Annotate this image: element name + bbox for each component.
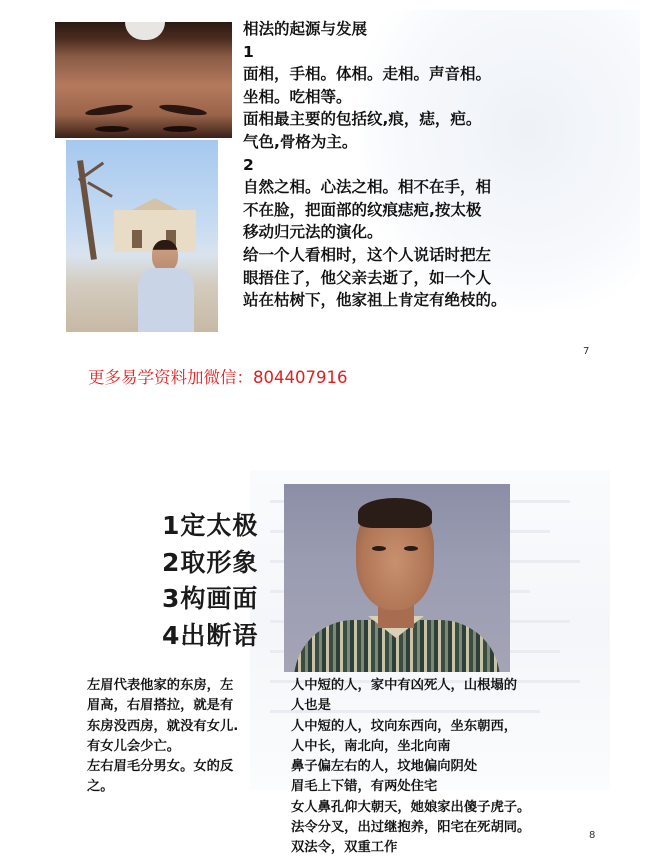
right-column-text bbox=[291, 676, 601, 859]
text-line: 眉高，右眉搭拉，就是有 bbox=[87, 698, 234, 714]
text-line: 双法令，双重工作 bbox=[291, 840, 398, 856]
text-line: 自然之相。心法之相。相不在手，相 bbox=[243, 178, 492, 197]
forehead-photo bbox=[55, 22, 232, 138]
text-line: 移动归元法的演化。 bbox=[243, 223, 383, 242]
text-line: 给一个人看相时，这个人说话时把左 bbox=[243, 245, 492, 264]
text-line: 眼捂住了，他父亲去逝了，如一个人 bbox=[243, 268, 492, 287]
text-line: 1 bbox=[243, 42, 254, 61]
steps-list bbox=[162, 508, 258, 654]
text-line: 人也是 bbox=[291, 698, 331, 714]
text-line: 气色,骨格为主。 bbox=[243, 132, 358, 151]
page1-text-block bbox=[243, 18, 588, 312]
text-line: 东房没西房，就没有女儿. bbox=[87, 718, 239, 734]
step-item: 2取形象 bbox=[162, 547, 259, 577]
step-item: 3构画面 bbox=[162, 584, 259, 613]
promo-wechat-text: 更多易学资料加微信：804407916 bbox=[88, 368, 348, 387]
text-line: 鼻子偏左右的人，坟地偏向阴处 bbox=[291, 759, 478, 775]
text-line: 站在枯树下，他家祖上肯定有绝枝的。 bbox=[243, 291, 507, 310]
text-line: 女人鼻孔仰大朝天，她娘家出傻子虎子。 bbox=[291, 799, 531, 815]
page-number-8: 8 bbox=[589, 830, 596, 841]
text-line: 人中长，南北向，坐北向南 bbox=[291, 738, 451, 754]
left-column-text bbox=[87, 676, 287, 798]
text-line: 面相，手相。体相。走相。声音相。 bbox=[243, 65, 492, 84]
text-line: 人中短的人，坟向东西向，坐东朝西， bbox=[291, 718, 518, 734]
text-line: 坐相。吃相等。 bbox=[243, 87, 352, 106]
text-line: 面相最主要的包括纹,痕，痣，疤。 bbox=[243, 110, 482, 129]
section-title: 相法的起源与发展 bbox=[243, 20, 368, 38]
man-portrait-photo bbox=[284, 484, 510, 672]
step-item: 4出断语 bbox=[162, 620, 259, 650]
text-line: 左右眉毛分男女。女的反 bbox=[87, 759, 234, 775]
text-line: 法令分叉，出过继抱养，阳宅在死胡同。 bbox=[291, 820, 531, 836]
text-line: 左眉代表他家的东房，左 bbox=[87, 678, 234, 693]
text-line: 有女儿会少亡。 bbox=[87, 738, 181, 754]
page-number-7: 7 bbox=[583, 346, 590, 357]
text-line: 2 bbox=[243, 155, 254, 174]
text-line: 不在脸，把面部的纹痕痣疤,按太极 bbox=[243, 200, 482, 219]
text-line: 之。 bbox=[87, 779, 114, 795]
text-line: 眉毛上下错，有两处住宅 bbox=[291, 779, 438, 795]
step-item: 1定太极 bbox=[162, 511, 259, 540]
boy-house-tree-photo bbox=[66, 140, 218, 332]
text-line: 人中短的人，家中有凶死人，山根塌的 bbox=[291, 678, 518, 693]
